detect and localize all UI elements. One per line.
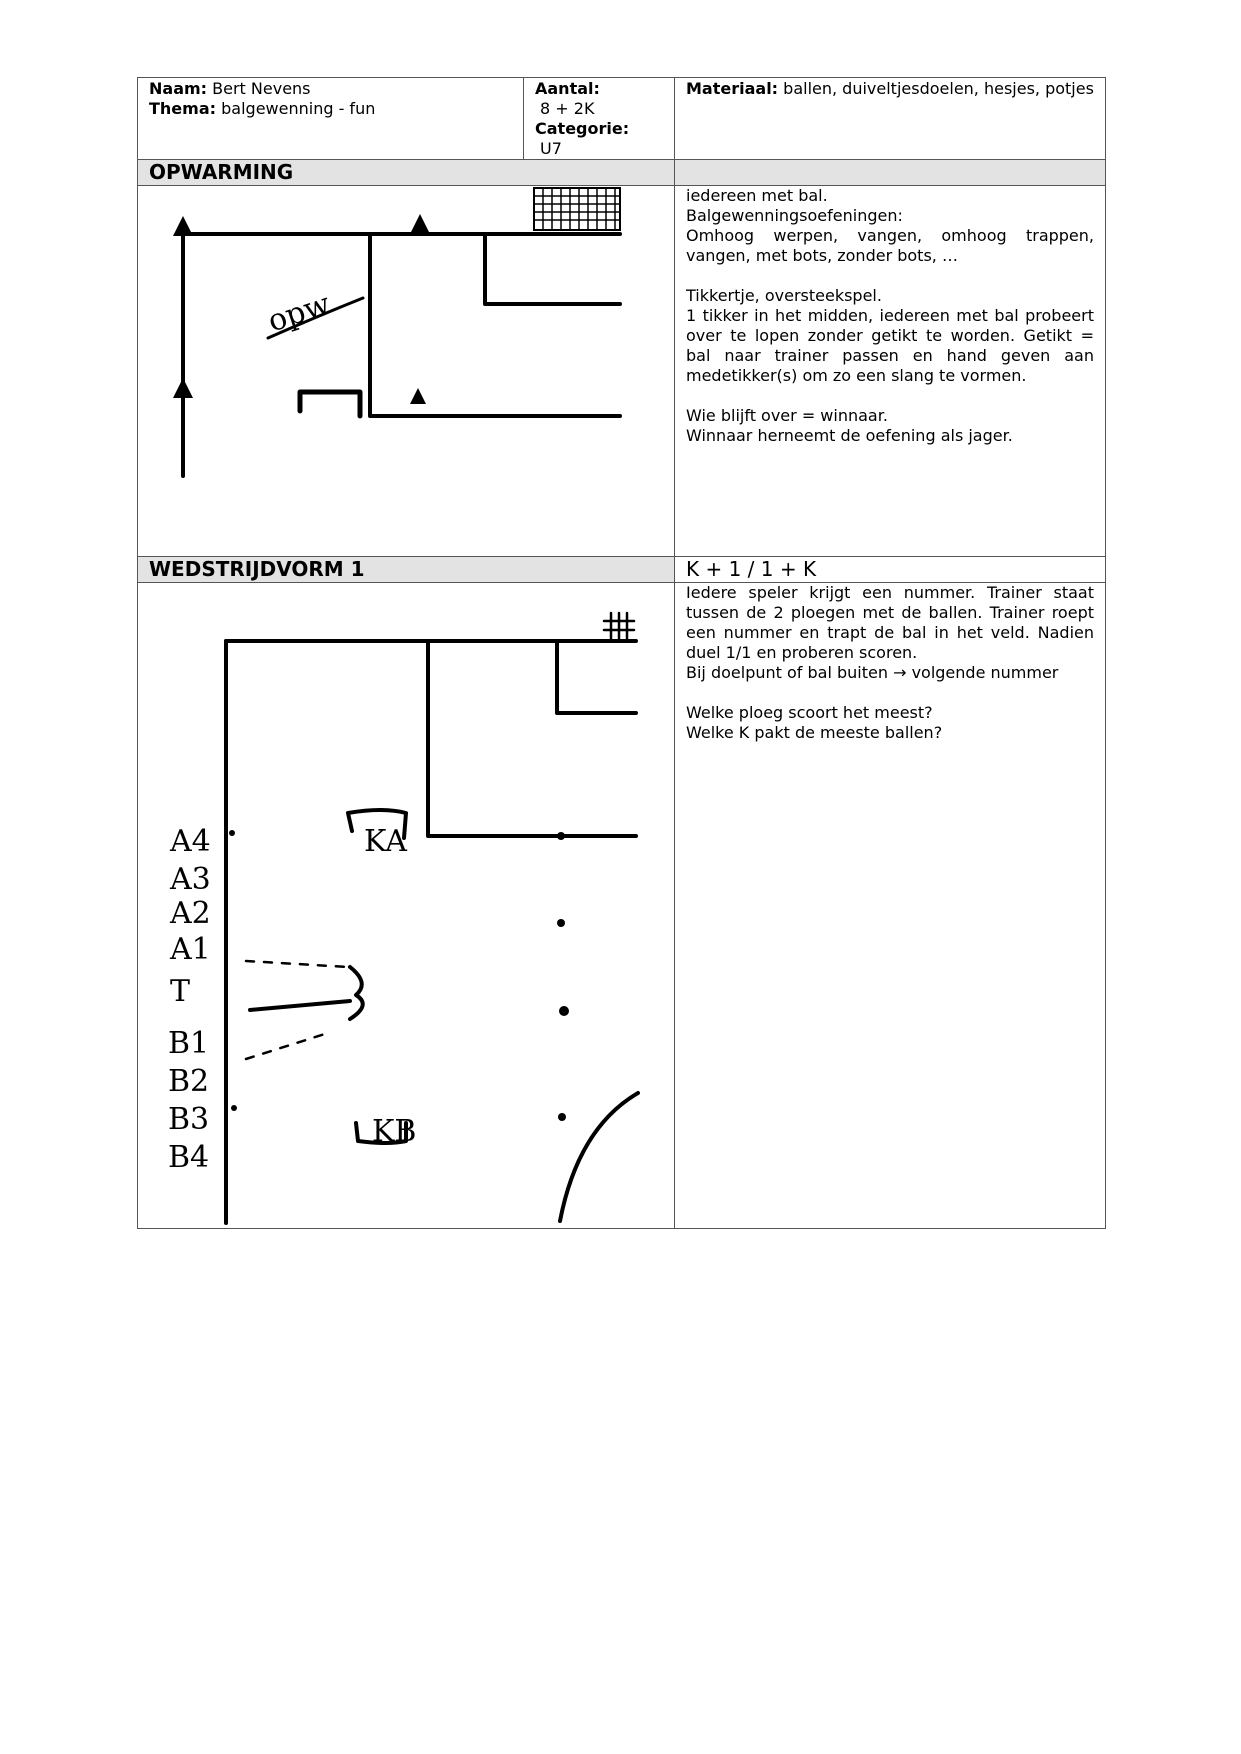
match1-title-cell	[138, 557, 675, 583]
goal-net-icon	[534, 188, 620, 230]
run-dashed-top	[246, 961, 348, 967]
goal-net-icon	[604, 613, 634, 639]
warmup-field-sketch	[138, 186, 674, 556]
run-dashed-bottom	[246, 1033, 328, 1059]
header-row	[138, 78, 1106, 160]
naam-value: Bert Nevens	[212, 79, 311, 98]
warmup-section-header	[138, 160, 1106, 186]
warmup-description-cell	[675, 186, 1106, 557]
desc-line: Welke K pakt de meeste ballen?	[686, 723, 943, 742]
cone-icon	[557, 832, 565, 840]
match1-field-sketch	[138, 583, 674, 1228]
match1-diagram-cell	[138, 583, 675, 1229]
desc-line: Iedere speler krijgt een nummer. Trainer staat tussen de 2 ploegen met de ballen. Trainer roept een nummer en trapt de bal in het veld. Nadien duel 1/1 en proberen scoren.	[686, 583, 1094, 662]
player-b3-label: B3	[168, 1102, 210, 1137]
player-b2-label: B2	[168, 1064, 210, 1099]
cone-icon	[410, 388, 426, 404]
desc-line: iedereen met bal.	[686, 186, 828, 205]
aantal-label: Aantal:	[535, 79, 600, 98]
player-a4-label: A4	[170, 824, 211, 859]
desc-spacer	[686, 266, 1094, 286]
match1-row	[138, 583, 1106, 1229]
player-b1-label: B1	[168, 1026, 210, 1061]
field-inner-box	[370, 234, 620, 416]
desc-line: 1 tikker in het midden, iedereen met bal probeert over te lopen zonder getikt te worden. Getikt = bal naar trainer passen en hand geven aan medetikker(s) om zo een slang te vormen.	[686, 306, 1094, 385]
pass-arrow-line	[250, 1001, 350, 1010]
keeper-a-label: KA	[364, 824, 407, 859]
field-penalty-box	[557, 641, 636, 713]
match1-format: K + 1 / 1 + K	[686, 557, 817, 581]
player-a2-label: A2	[170, 896, 211, 931]
field-inner-box	[428, 641, 636, 836]
aantal-categorie-cell	[524, 78, 675, 160]
desc-line: Welke ploeg scoort het meest?	[686, 703, 933, 722]
warmup-row	[138, 186, 1106, 557]
warmup-title-cell	[138, 160, 675, 186]
training-form	[137, 77, 1106, 1229]
marker-dot	[229, 830, 235, 836]
thema-value: balgewenning - fun	[221, 99, 376, 118]
materiaal-cell	[675, 78, 1106, 160]
categorie-label: Categorie:	[535, 119, 630, 138]
match1-description-cell	[675, 583, 1106, 1229]
desc-line: Balgewenningsoefeningen:	[686, 206, 903, 225]
player-a3-label: A3	[170, 862, 211, 897]
arrow-head-icon	[350, 967, 363, 1019]
naam-label: Naam:	[149, 79, 208, 98]
naam-thema-cell	[138, 78, 524, 160]
match1-description	[675, 583, 1105, 743]
desc-line: Tikkertje, oversteekspel.	[686, 286, 882, 305]
desc-spacer	[686, 683, 1094, 703]
player-b4-label: B4	[168, 1140, 210, 1175]
warmup-title: OPWARMING	[149, 160, 294, 184]
session-sheet	[137, 77, 1105, 1229]
cone-icon	[173, 216, 193, 236]
cone-icon	[557, 919, 565, 927]
aantal-value: 8 + 2K	[540, 99, 595, 118]
desc-line: Winnaar herneemt de oefening als jager.	[686, 426, 1013, 445]
sketch-label-opw: opw	[263, 286, 335, 340]
desc-line: Bij doelpunt of bal buiten → volgende nummer	[686, 663, 1059, 682]
materiaal-label: Materiaal:	[686, 79, 779, 98]
categorie-value: U7	[540, 139, 562, 158]
cone-icon	[559, 1006, 569, 1016]
trainer-label: T	[170, 974, 191, 1009]
player-a1-label: A1	[170, 932, 211, 967]
desc-spacer	[686, 386, 1094, 406]
desc-line: Wie blijft over = winnaar.	[686, 406, 888, 425]
cone-icon	[410, 214, 430, 234]
materiaal-value: ballen, duiveltjesdoelen, hesjes, potjes	[783, 79, 1094, 98]
warmup-right-header	[675, 160, 1106, 186]
warmup-description	[675, 186, 1105, 446]
warmup-diagram-cell	[138, 186, 675, 557]
match1-title: WEDSTRIJDVORM 1	[149, 557, 365, 581]
cone-icon	[173, 378, 193, 398]
cone-icon	[558, 1113, 566, 1121]
field-penalty-box	[485, 234, 620, 304]
center-circle-arc	[560, 1093, 638, 1221]
marker-dot	[231, 1105, 237, 1111]
small-goal-icon	[300, 392, 360, 416]
keeper-b-label: KB	[372, 1114, 417, 1149]
match1-right-header	[675, 557, 1106, 583]
thema-label: Thema:	[149, 99, 217, 118]
desc-line: Omhoog werpen, vangen, omhoog trappen, vangen, met bots, zonder bots, …	[686, 226, 1094, 265]
match1-section-header	[138, 557, 1106, 583]
